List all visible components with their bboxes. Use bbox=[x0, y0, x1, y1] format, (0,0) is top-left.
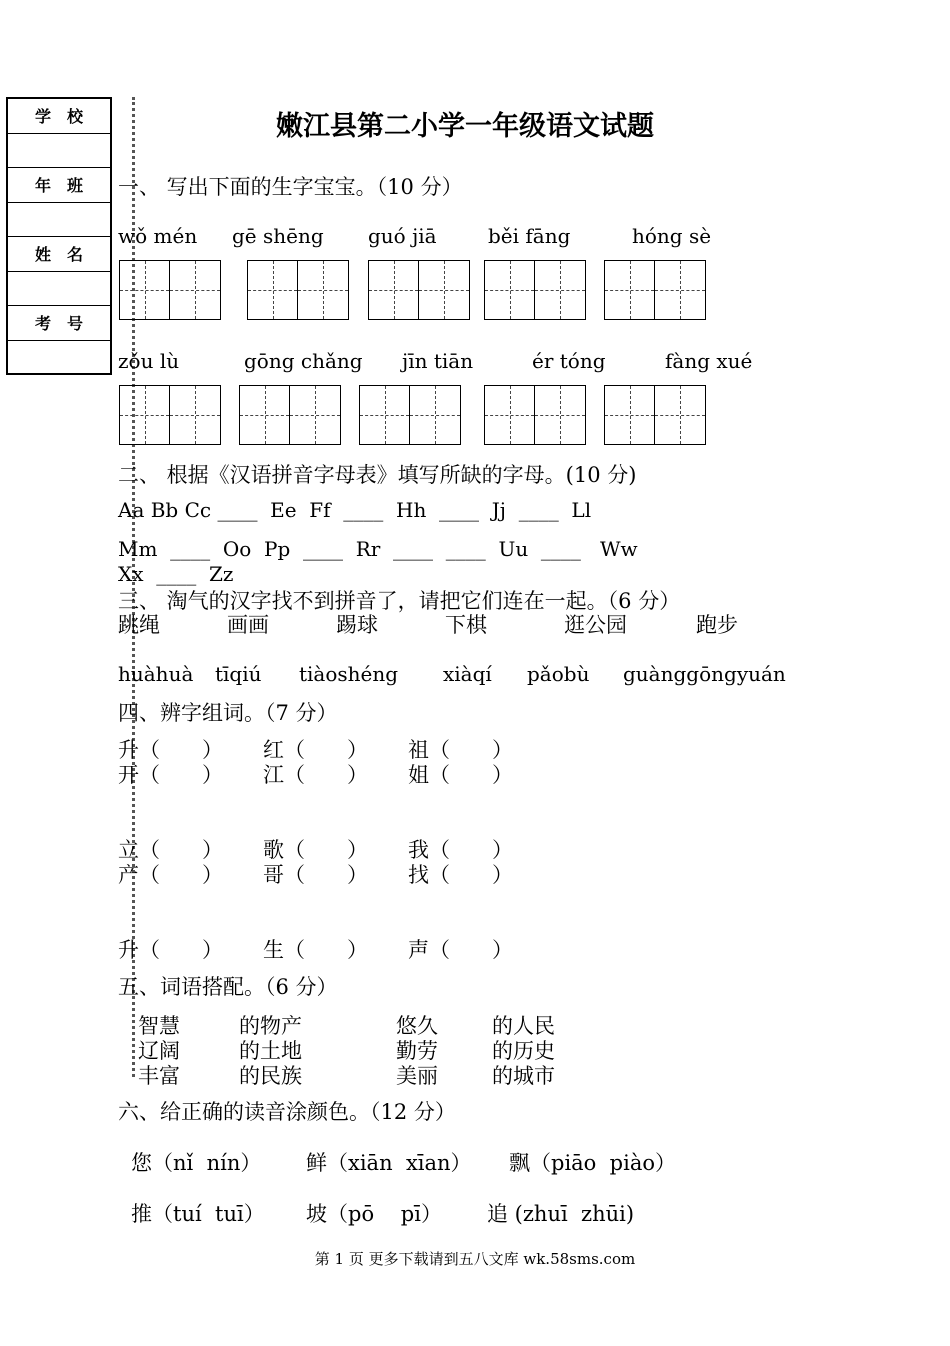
char-item: 红（ ） bbox=[263, 738, 368, 762]
alphabet-line-3: Xx ____ Zz bbox=[118, 562, 234, 586]
exam-number-field[interactable] bbox=[8, 341, 110, 376]
match-word: 的民族 bbox=[239, 1064, 302, 1088]
pinyin-option-1: huàhuà bbox=[118, 662, 194, 686]
match-word: 丰富 bbox=[138, 1064, 180, 1088]
section-3-heading: 三、 淘气的汉字找不到拼音了，请把它们连在一起。（6 分） bbox=[118, 589, 681, 613]
reading-item: 追 (zhuī zhūi) bbox=[487, 1202, 635, 1226]
name-label: 姓 名 bbox=[8, 237, 110, 272]
section-2-heading: 二、 根据《汉语拼音字母表》填写所缺的字母。(10 分) bbox=[118, 463, 637, 487]
char-item: 找（ ） bbox=[408, 863, 513, 887]
writing-grid[interactable] bbox=[484, 260, 586, 320]
word-4: 下棋 bbox=[445, 613, 487, 637]
pinyin-option-3: tiàoshéng bbox=[299, 662, 399, 686]
writing-grid[interactable] bbox=[119, 385, 221, 445]
reading-item: 坡（pō pī） bbox=[306, 1202, 442, 1226]
match-word: 智慧 bbox=[138, 1014, 180, 1038]
student-info-box bbox=[6, 97, 112, 375]
word-5: 逛公园 bbox=[564, 613, 627, 637]
char-item: 立（ ） bbox=[118, 838, 223, 862]
writing-grid[interactable] bbox=[119, 260, 221, 320]
writing-grid[interactable] bbox=[239, 385, 341, 445]
writing-grid[interactable] bbox=[359, 385, 461, 445]
reading-item: 您（nǐ nín） bbox=[131, 1151, 262, 1175]
section-5-heading: 五、词语搭配。（6 分） bbox=[118, 975, 338, 999]
word-2: 画画 bbox=[227, 613, 269, 637]
section-6-heading: 六、给正确的读音涂颜色。（12 分） bbox=[118, 1100, 456, 1124]
page-footer: 第 1 页 更多下载请到五八文库 wk.58sms.com bbox=[314, 1250, 636, 1268]
alphabet-line-2: Mm ____ Oo Pp ____ Rr ____ ____ Uu ____ Ww bbox=[118, 537, 638, 561]
match-word: 的历史 bbox=[492, 1039, 555, 1063]
match-word: 的人民 bbox=[492, 1014, 555, 1038]
writing-grid[interactable] bbox=[247, 260, 349, 320]
char-item: 生（ ） bbox=[263, 938, 368, 962]
school-label: 学 校 bbox=[8, 99, 110, 134]
pinyin-2-2: gōng chǎng bbox=[244, 349, 363, 373]
writing-grid[interactable] bbox=[368, 260, 470, 320]
match-word: 美丽 bbox=[396, 1064, 438, 1088]
pinyin-1-4: běi fāng bbox=[488, 224, 571, 248]
char-item: 姐（ ） bbox=[408, 763, 513, 787]
word-1: 跳绳 bbox=[118, 613, 160, 637]
school-field[interactable] bbox=[8, 134, 110, 169]
pinyin-2-1: zǒu lù bbox=[118, 349, 180, 373]
char-item: 江（ ） bbox=[263, 763, 368, 787]
char-item: 升（ ） bbox=[118, 738, 223, 762]
char-item: 升（ ） bbox=[118, 938, 223, 962]
class-label: 年 班 bbox=[8, 168, 110, 203]
word-3: 踢球 bbox=[336, 613, 378, 637]
reading-item: 推（tuí tuī） bbox=[131, 1202, 265, 1226]
writing-grid[interactable] bbox=[604, 260, 706, 320]
char-item: 我（ ） bbox=[408, 838, 513, 862]
alphabet-line-1: Aa Bb Cc ____ Ee Ff ____ Hh ____ Jj ____ Ll bbox=[118, 498, 592, 522]
reading-item: 飘（piāo piào） bbox=[509, 1151, 676, 1175]
char-item: 声（ ） bbox=[408, 938, 513, 962]
match-word: 勤劳 bbox=[396, 1039, 438, 1063]
pinyin-1-2: gē shēng bbox=[232, 224, 324, 248]
pinyin-2-3: jīn tiān bbox=[402, 349, 474, 373]
match-word: 辽阔 bbox=[138, 1039, 180, 1063]
char-item: 产（ ） bbox=[118, 863, 223, 887]
page-title: 嫩江县第二小学一年级语文试题 bbox=[276, 111, 654, 142]
pinyin-1-5: hóng sè bbox=[632, 224, 712, 248]
char-item: 祖（ ） bbox=[408, 738, 513, 762]
name-field[interactable] bbox=[8, 272, 110, 307]
writing-grid[interactable] bbox=[484, 385, 586, 445]
section-1-heading: 一、 写出下面的生字宝宝。（10 分） bbox=[118, 175, 463, 199]
char-item: 开（ ） bbox=[118, 763, 223, 787]
class-field[interactable] bbox=[8, 203, 110, 238]
match-word: 的土地 bbox=[239, 1039, 302, 1063]
writing-grid[interactable] bbox=[604, 385, 706, 445]
pinyin-option-4: xiàqí bbox=[443, 662, 492, 686]
pinyin-option-5: pǎobù bbox=[527, 662, 590, 686]
char-item: 歌（ ） bbox=[263, 838, 368, 862]
pinyin-option-2: tīqiú bbox=[215, 662, 262, 686]
pinyin-2-4: ér tóng bbox=[532, 349, 606, 373]
pinyin-1-1: wǒ mén bbox=[118, 224, 198, 248]
pinyin-option-6: guànggōngyuán bbox=[623, 662, 786, 686]
char-item: 哥（ ） bbox=[263, 863, 368, 887]
reading-item: 鲜（xiān xīan） bbox=[306, 1151, 472, 1175]
match-word: 的城市 bbox=[492, 1064, 555, 1088]
exam-number-label: 考 号 bbox=[8, 306, 110, 341]
match-word: 的物产 bbox=[239, 1014, 302, 1038]
match-word: 悠久 bbox=[396, 1014, 438, 1038]
section-4-heading: 四、辨字组词。（7 分） bbox=[118, 701, 338, 725]
pinyin-2-5: fàng xué bbox=[665, 349, 753, 373]
word-6: 跑步 bbox=[696, 613, 738, 637]
pinyin-1-3: guó jiā bbox=[368, 224, 437, 248]
